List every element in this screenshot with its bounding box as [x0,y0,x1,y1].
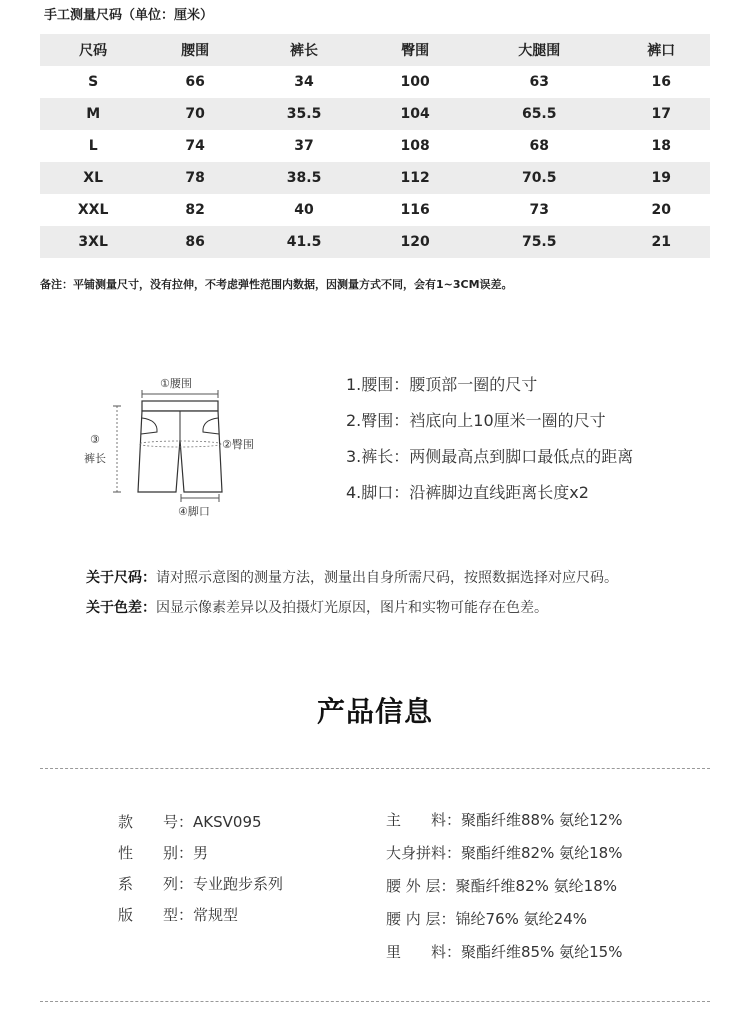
table-header-cell: 尺码 [79,43,108,59]
measurement-instructions [346,372,633,516]
about-size-text: 请对照示意图的测量方法，测量出自身所需尺码，按照数据选择对应尺码。 [156,570,618,586]
table-cell: 75.5 [521,234,557,250]
info-row [118,841,283,872]
table-cell: 100 [400,74,430,90]
table-cell: 41.5 [286,234,322,250]
table-cell: 35.5 [286,106,322,122]
info-value: AKSV095 [193,813,262,831]
shorts-measurement-diagram [80,370,280,520]
table-header-cell: 裤长 [290,43,319,59]
info-label: 款 号： [118,813,194,831]
table-header-cell: 大腿围 [518,43,561,59]
measurement-instruction: 4.脚口：沿裤脚边直线距离长度x2 [346,483,589,502]
info-value: 锦纶76% 氨纶24% [455,910,587,928]
info-label: 腰 外 层： [386,877,456,895]
table-cell: 19 [651,170,671,186]
table-row [40,194,710,226]
table-cell: 21 [651,234,671,250]
length-label: 裤长 [84,452,106,465]
shorts-waistband [142,401,218,411]
table-cell: 112 [400,170,430,186]
info-row [386,841,622,874]
table-cell: 34 [294,74,314,90]
table-cell: 20 [651,202,671,218]
info-label: 版 型： [118,906,194,924]
table-cell: 17 [651,106,671,122]
table-cell: 3XL [78,234,108,250]
info-row [118,872,283,903]
table-cell: 116 [400,202,430,218]
table-cell: 78 [185,170,205,186]
table-cell: 120 [400,234,430,250]
about-size-label: 关于尺码： [86,570,156,586]
table-cell: XXL [77,202,109,218]
about-size-note [86,566,618,596]
table-cell: 73 [529,202,549,218]
table-cell: 68 [529,138,549,154]
table-header-cell: 腰围 [181,43,210,59]
info-value: 专业跑步系列 [193,875,284,893]
about-color-text: 因显示像素差异以及拍摄灯光原因，图片和实物可能存在色差。 [156,600,548,616]
table-cell: 18 [651,138,671,154]
info-label: 大身拼料： [386,844,462,862]
table-cell: 38.5 [286,170,322,186]
info-row [386,808,622,841]
divider [40,1001,710,1002]
table-cell: 70.5 [521,170,557,186]
table-row [40,66,710,98]
info-label: 主 料： [386,811,462,829]
product-info-right [386,808,622,973]
table-cell: 37 [294,138,314,154]
about-notes [86,566,618,626]
info-label: 里 料： [386,943,462,961]
table-cell: 82 [185,202,205,218]
table-row [40,162,710,194]
size-table-header-row [40,34,710,66]
hip-label: ②臀围 [222,438,254,451]
info-value: 聚酯纤维82% 氨纶18% [461,844,623,862]
measurement-instruction: 1.腰围：腰顶部一圈的尺寸 [346,375,538,394]
table-row [40,98,710,130]
info-label: 系 列： [118,875,194,893]
table-cell: M [86,106,101,122]
table-cell: 16 [651,74,671,90]
info-label: 性 别： [118,844,194,862]
table-cell: 66 [185,74,205,90]
measurement-instruction: 2.臀围：裆底向上10厘米一圈的尺寸 [346,411,606,430]
info-value: 男 [193,844,209,862]
product-info-left [118,810,283,934]
table-cell: 63 [529,74,549,90]
hem-label: ④脚口 [178,505,210,518]
size-table [40,34,710,258]
info-value: 常规型 [193,906,239,924]
table-cell: 86 [185,234,205,250]
info-row [386,874,622,907]
table-cell: 104 [400,106,430,122]
table-cell: 40 [294,202,314,218]
table-row [40,226,710,258]
table-cell: XL [83,170,104,186]
table-header-cell: 臀围 [401,43,430,59]
info-row [118,903,283,934]
info-value: 聚酯纤维85% 氨纶15% [461,943,623,961]
table-row [40,130,710,162]
info-row [386,907,622,940]
info-value: 聚酯纤维82% 氨纶18% [455,877,617,895]
table-cell: L [88,138,98,154]
length-number-label: ③ [90,433,100,446]
measurement-instruction: 3.裤长：两侧最高点到脚口最低点的距离 [346,447,634,466]
table-cell: 74 [185,138,205,154]
table-cell: 108 [400,138,430,154]
about-color-note [86,596,618,626]
table-cell: 65.5 [521,106,557,122]
divider [40,768,710,769]
table-cell: S [88,74,99,90]
waist-label: ①腰围 [160,377,192,390]
measurement-note: 备注：平铺测量尺寸，没有拉伸，不考虑弹性范围内数据，因测量方式不同，会有1~3CM误差。 [40,278,513,291]
info-value: 聚酯纤维88% 氨纶12% [461,811,623,829]
info-label: 腰 内 层： [386,910,456,928]
table-header-cell: 裤口 [647,43,676,59]
table-cell: 70 [185,106,205,122]
info-row [386,940,622,973]
product-info-heading: 产品信息 [316,695,433,728]
info-row [118,810,283,841]
about-color-label: 关于色差： [86,600,156,616]
size-chart-title: 手工测量尺码（单位：厘米） [44,8,214,23]
